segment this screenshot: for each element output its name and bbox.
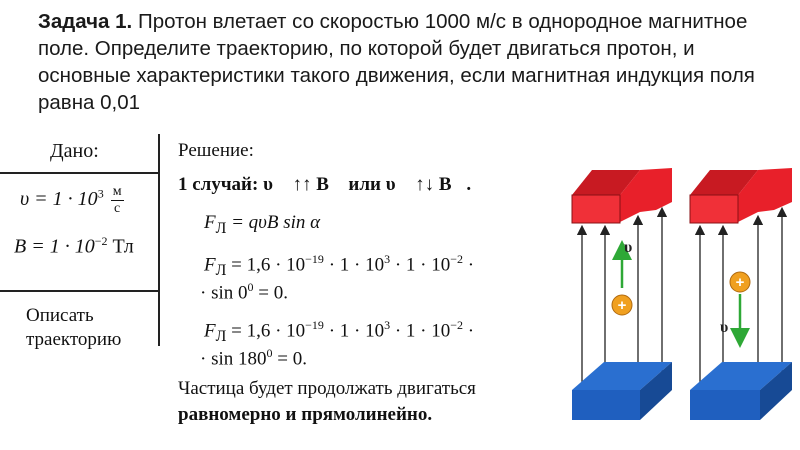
left-north-pole bbox=[572, 168, 672, 223]
left-proton bbox=[612, 295, 632, 315]
left-magnet bbox=[572, 168, 672, 420]
calc-one-line2: · $\sin 0^0 = 0$. bbox=[200, 280, 288, 304]
left-south-pole bbox=[572, 362, 672, 420]
svg-text:+: + bbox=[735, 274, 745, 291]
task-statement bbox=[38, 8, 778, 116]
given-title: Дано: bbox=[50, 140, 99, 162]
velocity-unit: $\frac{м}{с}$ bbox=[112, 184, 122, 216]
task-text: Протон влетает со скоростью 1000 м/с в однородное магнитное поле. Определите траекторию, по которой будет двигаться протон, и основные характеристики такого движения, если магнитная индукция поля равна 0,01 bbox=[38, 10, 755, 114]
given-vertical-divider bbox=[158, 134, 160, 346]
calc-one-line1: $F_Л = 1,6 \cdot 10^{-19} \cdot 1 \cdot 10^3 \cdot 1 \cdot 10^{-2}$ · bbox=[204, 252, 475, 280]
conclusion-line1: Частица будет продолжать двигаться bbox=[178, 378, 476, 399]
conclusion-line2: равномерно и прямолинейно. bbox=[178, 404, 433, 425]
svg-text:+: + bbox=[617, 297, 627, 314]
right-proton bbox=[730, 272, 750, 292]
solution-title: Решение: bbox=[178, 140, 254, 161]
given-section bbox=[0, 134, 165, 349]
left-velocity-label: υ bbox=[624, 239, 633, 256]
diagram-svg bbox=[560, 150, 800, 440]
lorentz-formula: $F_Л = q\upsilon B$ sin α bbox=[204, 212, 321, 237]
left-velocity-vector bbox=[622, 239, 632, 288]
calc-two-line1: $F_Л = 1,6 \cdot 10^{-19} \cdot 1 \cdot 10^3 \cdot 1 \cdot 10^{-2}$ · bbox=[204, 318, 475, 346]
task-label: Задача 1. bbox=[38, 10, 133, 33]
right-velocity-label: υ bbox=[720, 319, 729, 336]
given-find: Описать траекторию bbox=[26, 305, 122, 350]
magnetic-field-diagram bbox=[560, 150, 800, 440]
right-south-pole bbox=[690, 362, 792, 420]
given-induction: $B = 1 \cdot 10^{-2}$ Тл bbox=[14, 234, 134, 258]
given-bottom-divider bbox=[0, 290, 160, 292]
case-one-label: 1 случай: υ⃗ ↑↑ B⃗ или υ⃗ ↑↓ B⃗. bbox=[178, 174, 472, 195]
calc-two-line2: · $\sin 180^0 = 0$. bbox=[200, 346, 307, 370]
given-velocity: $\upsilon = 1 \cdot 10^3$ $\frac{м}{с}$ bbox=[20, 184, 122, 216]
right-magnet bbox=[690, 168, 792, 420]
given-top-divider bbox=[0, 172, 160, 174]
right-north-pole bbox=[690, 168, 792, 223]
